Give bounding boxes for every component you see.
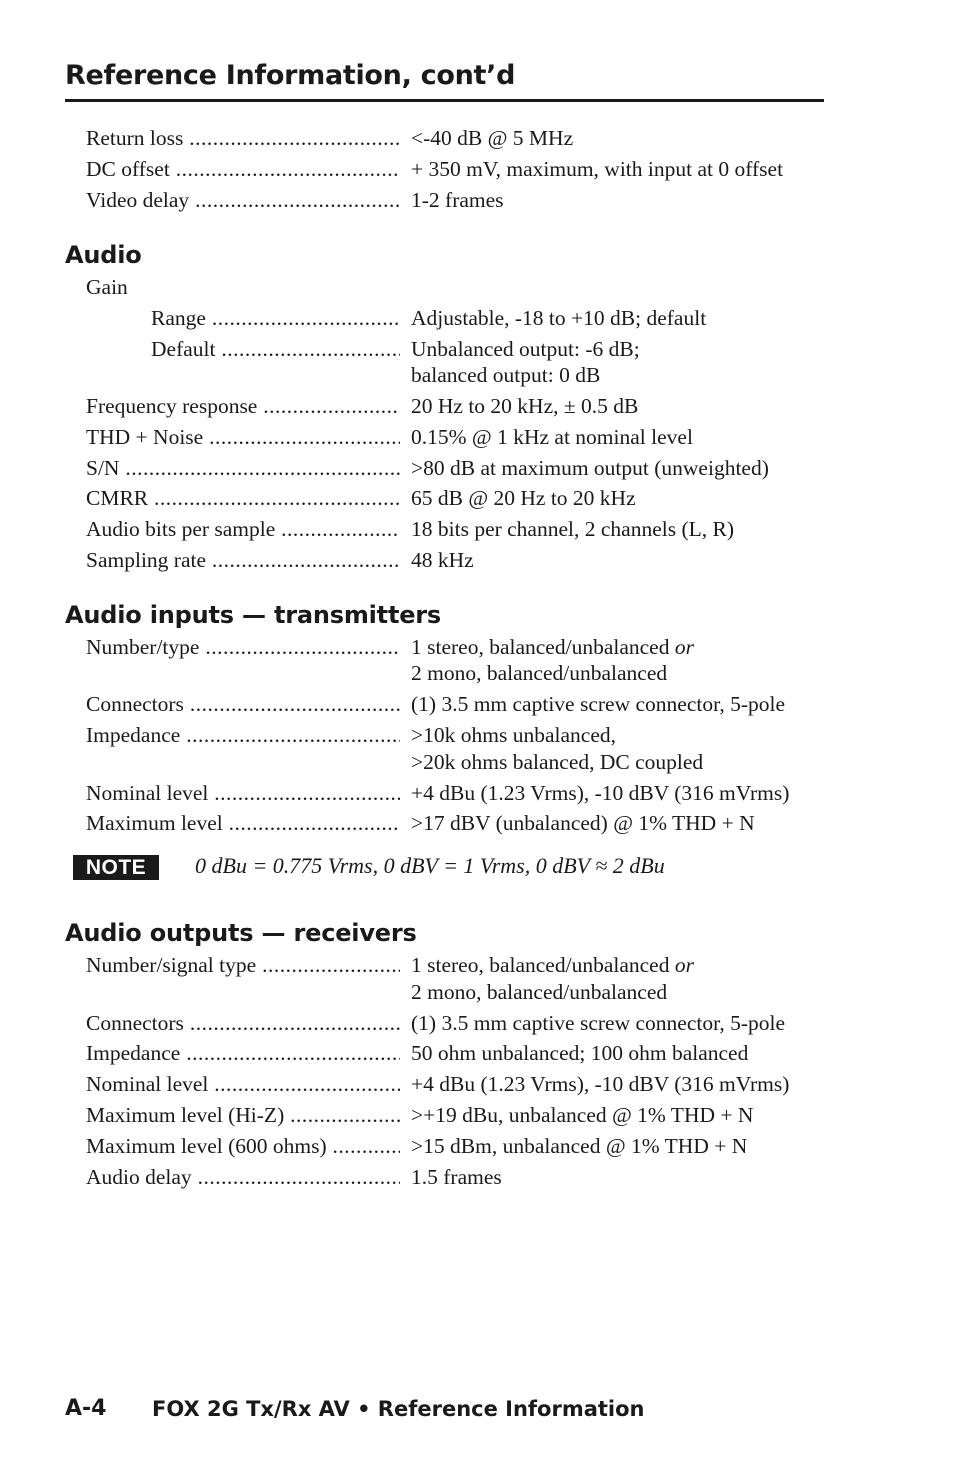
spec-value: 48 kHz — [411, 548, 474, 572]
section-heading-audio: Audio — [65, 241, 142, 269]
spec-value: 65 dB @ 20 Hz to 20 kHz — [411, 486, 636, 510]
spec-label: Number/type ..... — [86, 634, 400, 661]
page-number: A-4 — [65, 1396, 107, 1421]
spec-value: Unbalanced output: -6 dB; — [411, 337, 640, 361]
spec-label: DC offset ..... — [86, 156, 400, 183]
spec-value: >17 dBV (unbalanced) @ 1% THD + N — [411, 811, 755, 835]
spec-value: Adjustable, -18 to +10 dB; default — [411, 306, 707, 330]
title-rule — [65, 99, 824, 102]
spec-value: 2 mono, balanced/unbalanced — [411, 980, 668, 1004]
spec-value: (1) 3.5 mm captive screw connector, 5-pole — [411, 692, 786, 716]
spec-value-or: or — [674, 635, 694, 659]
section-heading-audio-inputs: Audio inputs — transmitters — [65, 601, 442, 629]
spec-value: >10k ohms unbalanced, — [411, 723, 616, 747]
note-badge: NOTE — [73, 855, 159, 880]
spec-value: + 350 mV, maximum, with input at 0 offset — [411, 157, 784, 181]
page-title: Reference Information, cont’d — [65, 60, 516, 91]
spec-label: Gain — [86, 275, 128, 299]
spec-label: CMRR ..... — [86, 485, 400, 512]
spec-value: (1) 3.5 mm captive screw connector, 5-pole — [411, 1011, 786, 1035]
footer-doc-title: FOX 2G Tx/Rx AV • Reference Information — [152, 1397, 645, 1421]
spec-value: 0.15% @ 1 kHz at nominal level — [411, 425, 693, 449]
spec-label: Frequency response ..... — [86, 393, 400, 420]
spec-value: 50 ohm unbalanced; 100 ohm balanced — [411, 1041, 749, 1065]
spec-label: Nominal level ..... — [86, 780, 400, 807]
section-heading-audio-outputs: Audio outputs — receivers — [65, 919, 417, 947]
spec-label: Audio delay ..... — [86, 1164, 400, 1191]
spec-value: 1-2 frames — [411, 188, 504, 212]
spec-label: Maximum level ..... — [86, 810, 400, 837]
spec-value: <-40 dB @ 5 MHz — [411, 126, 574, 150]
note-text: 0 dBu = 0.775 Vrms, 0 dBV = 1 Vrms, 0 dBV ≈ 2 dBu — [195, 853, 665, 878]
spec-value: >80 dB at maximum output (unweighted) — [411, 456, 769, 480]
spec-value: 20 Hz to 20 kHz, ± 0.5 dB — [411, 394, 639, 418]
spec-value-text: 1 stereo, balanced/unbalanced — [411, 953, 670, 977]
spec-label: Nominal level ..... — [86, 1071, 400, 1098]
spec-value: >20k ohms balanced, DC coupled — [411, 750, 704, 774]
spec-label: Maximum level (Hi-Z) ..... — [86, 1102, 400, 1129]
spec-value: +4 dBu (1.23 Vrms), -10 dBV (316 mVrms) — [411, 781, 790, 805]
spec-value-or: or — [674, 953, 694, 977]
spec-label: Default ..... — [151, 336, 400, 363]
spec-label: Return loss ..... — [86, 125, 400, 152]
spec-label: S/N ..... — [86, 455, 400, 482]
spec-label: Sampling rate ..... — [86, 547, 400, 574]
spec-label: Impedance ..... — [86, 1040, 400, 1067]
spec-value: 1.5 frames — [411, 1165, 502, 1189]
spec-value-text: 1 stereo, balanced/unbalanced — [411, 635, 670, 659]
spec-label: Connectors ..... — [86, 691, 400, 718]
spec-value: balanced output: 0 dB — [411, 363, 601, 387]
page-header — [65, 58, 824, 102]
spec-label: Range ..... — [151, 305, 400, 332]
spec-label: Connectors ..... — [86, 1010, 400, 1037]
spec-value: >+19 dBu, unbalanced @ 1% THD + N — [411, 1103, 754, 1127]
spec-value — [411, 952, 694, 979]
spec-value: 2 mono, balanced/unbalanced — [411, 661, 668, 685]
spec-label: Video delay ..... — [86, 187, 400, 214]
spec-label: Number/signal type ..... — [86, 952, 400, 979]
spec-label: THD + Noise ..... — [86, 424, 400, 451]
spec-value — [411, 634, 694, 661]
spec-label: Audio bits per sample ..... — [86, 516, 400, 543]
spec-label: Maximum level (600 ohms) ..... — [86, 1133, 400, 1160]
spec-value: 18 bits per channel, 2 channels (L, R) — [411, 517, 735, 541]
spec-label: Impedance ..... — [86, 722, 400, 749]
spec-value: >15 dBm, unbalanced @ 1% THD + N — [411, 1134, 748, 1158]
spec-value: +4 dBu (1.23 Vrms), -10 dBV (316 mVrms) — [411, 1072, 790, 1096]
